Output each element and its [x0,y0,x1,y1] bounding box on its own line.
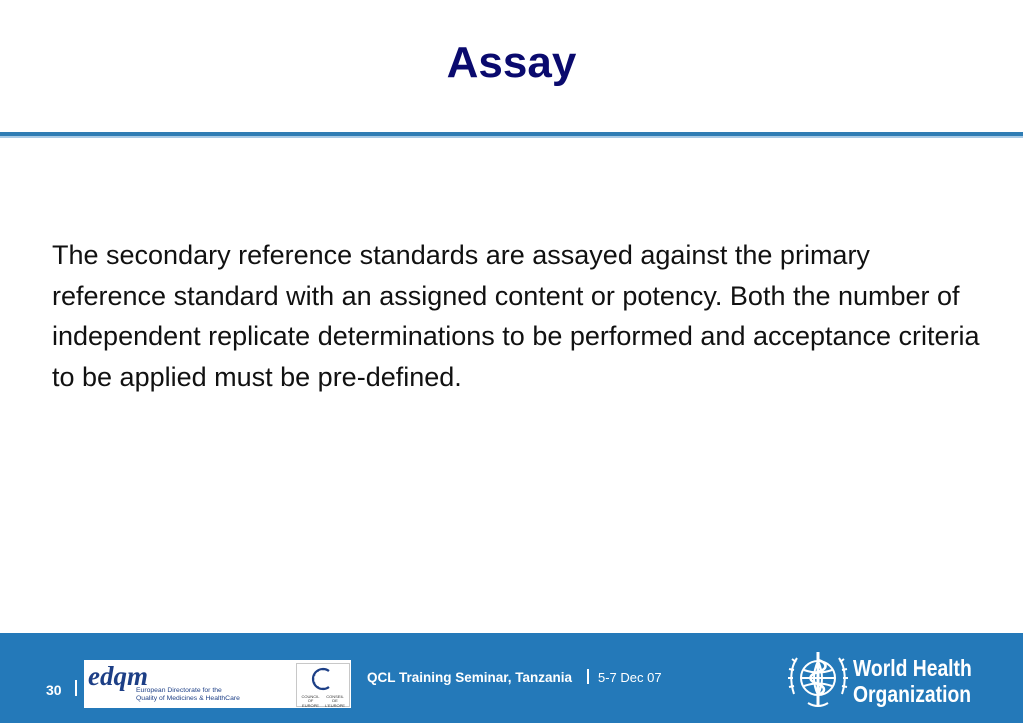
coe-caption-fr: CONSEIL DE L'EUROPE [325,694,345,708]
edqm-wordmark: edqm [88,661,148,691]
slide-number: 30 [46,682,62,698]
who-emblem-icon [788,648,848,710]
edqm-subtitle [136,687,240,703]
title-divider-shadow [0,136,1023,138]
council-of-europe-logo [296,663,350,707]
who-name-line1: World Health [853,655,972,681]
edqm-logo [84,660,351,708]
edqm-subtitle-line1: European Directorate for the [136,687,222,694]
seminar-title: QCL Training Seminar, Tanzania [367,670,573,685]
edqm-subtitle-line2: Quality of Medicines & HealthCare [136,695,240,702]
council-of-europe-emblem-icon [309,666,337,692]
slide-number-separator [75,680,77,696]
slide-title: Assay [446,38,577,87]
coe-caption-en: COUNCIL OF EUROPE [301,694,320,708]
who-name [853,655,972,707]
footer-separator [587,669,589,684]
footer-bar [0,633,1023,723]
seminar-dates: 5-7 Dec 07 [598,670,662,685]
slide-body-text: The secondary reference standards are assayed against the primary reference standard with an assigned content or potency. Both the number of independent replicate determinations to be performed and acceptance criteria to be applied must be pre-defined. [52,240,980,392]
who-name-line2: Organization [853,681,972,707]
